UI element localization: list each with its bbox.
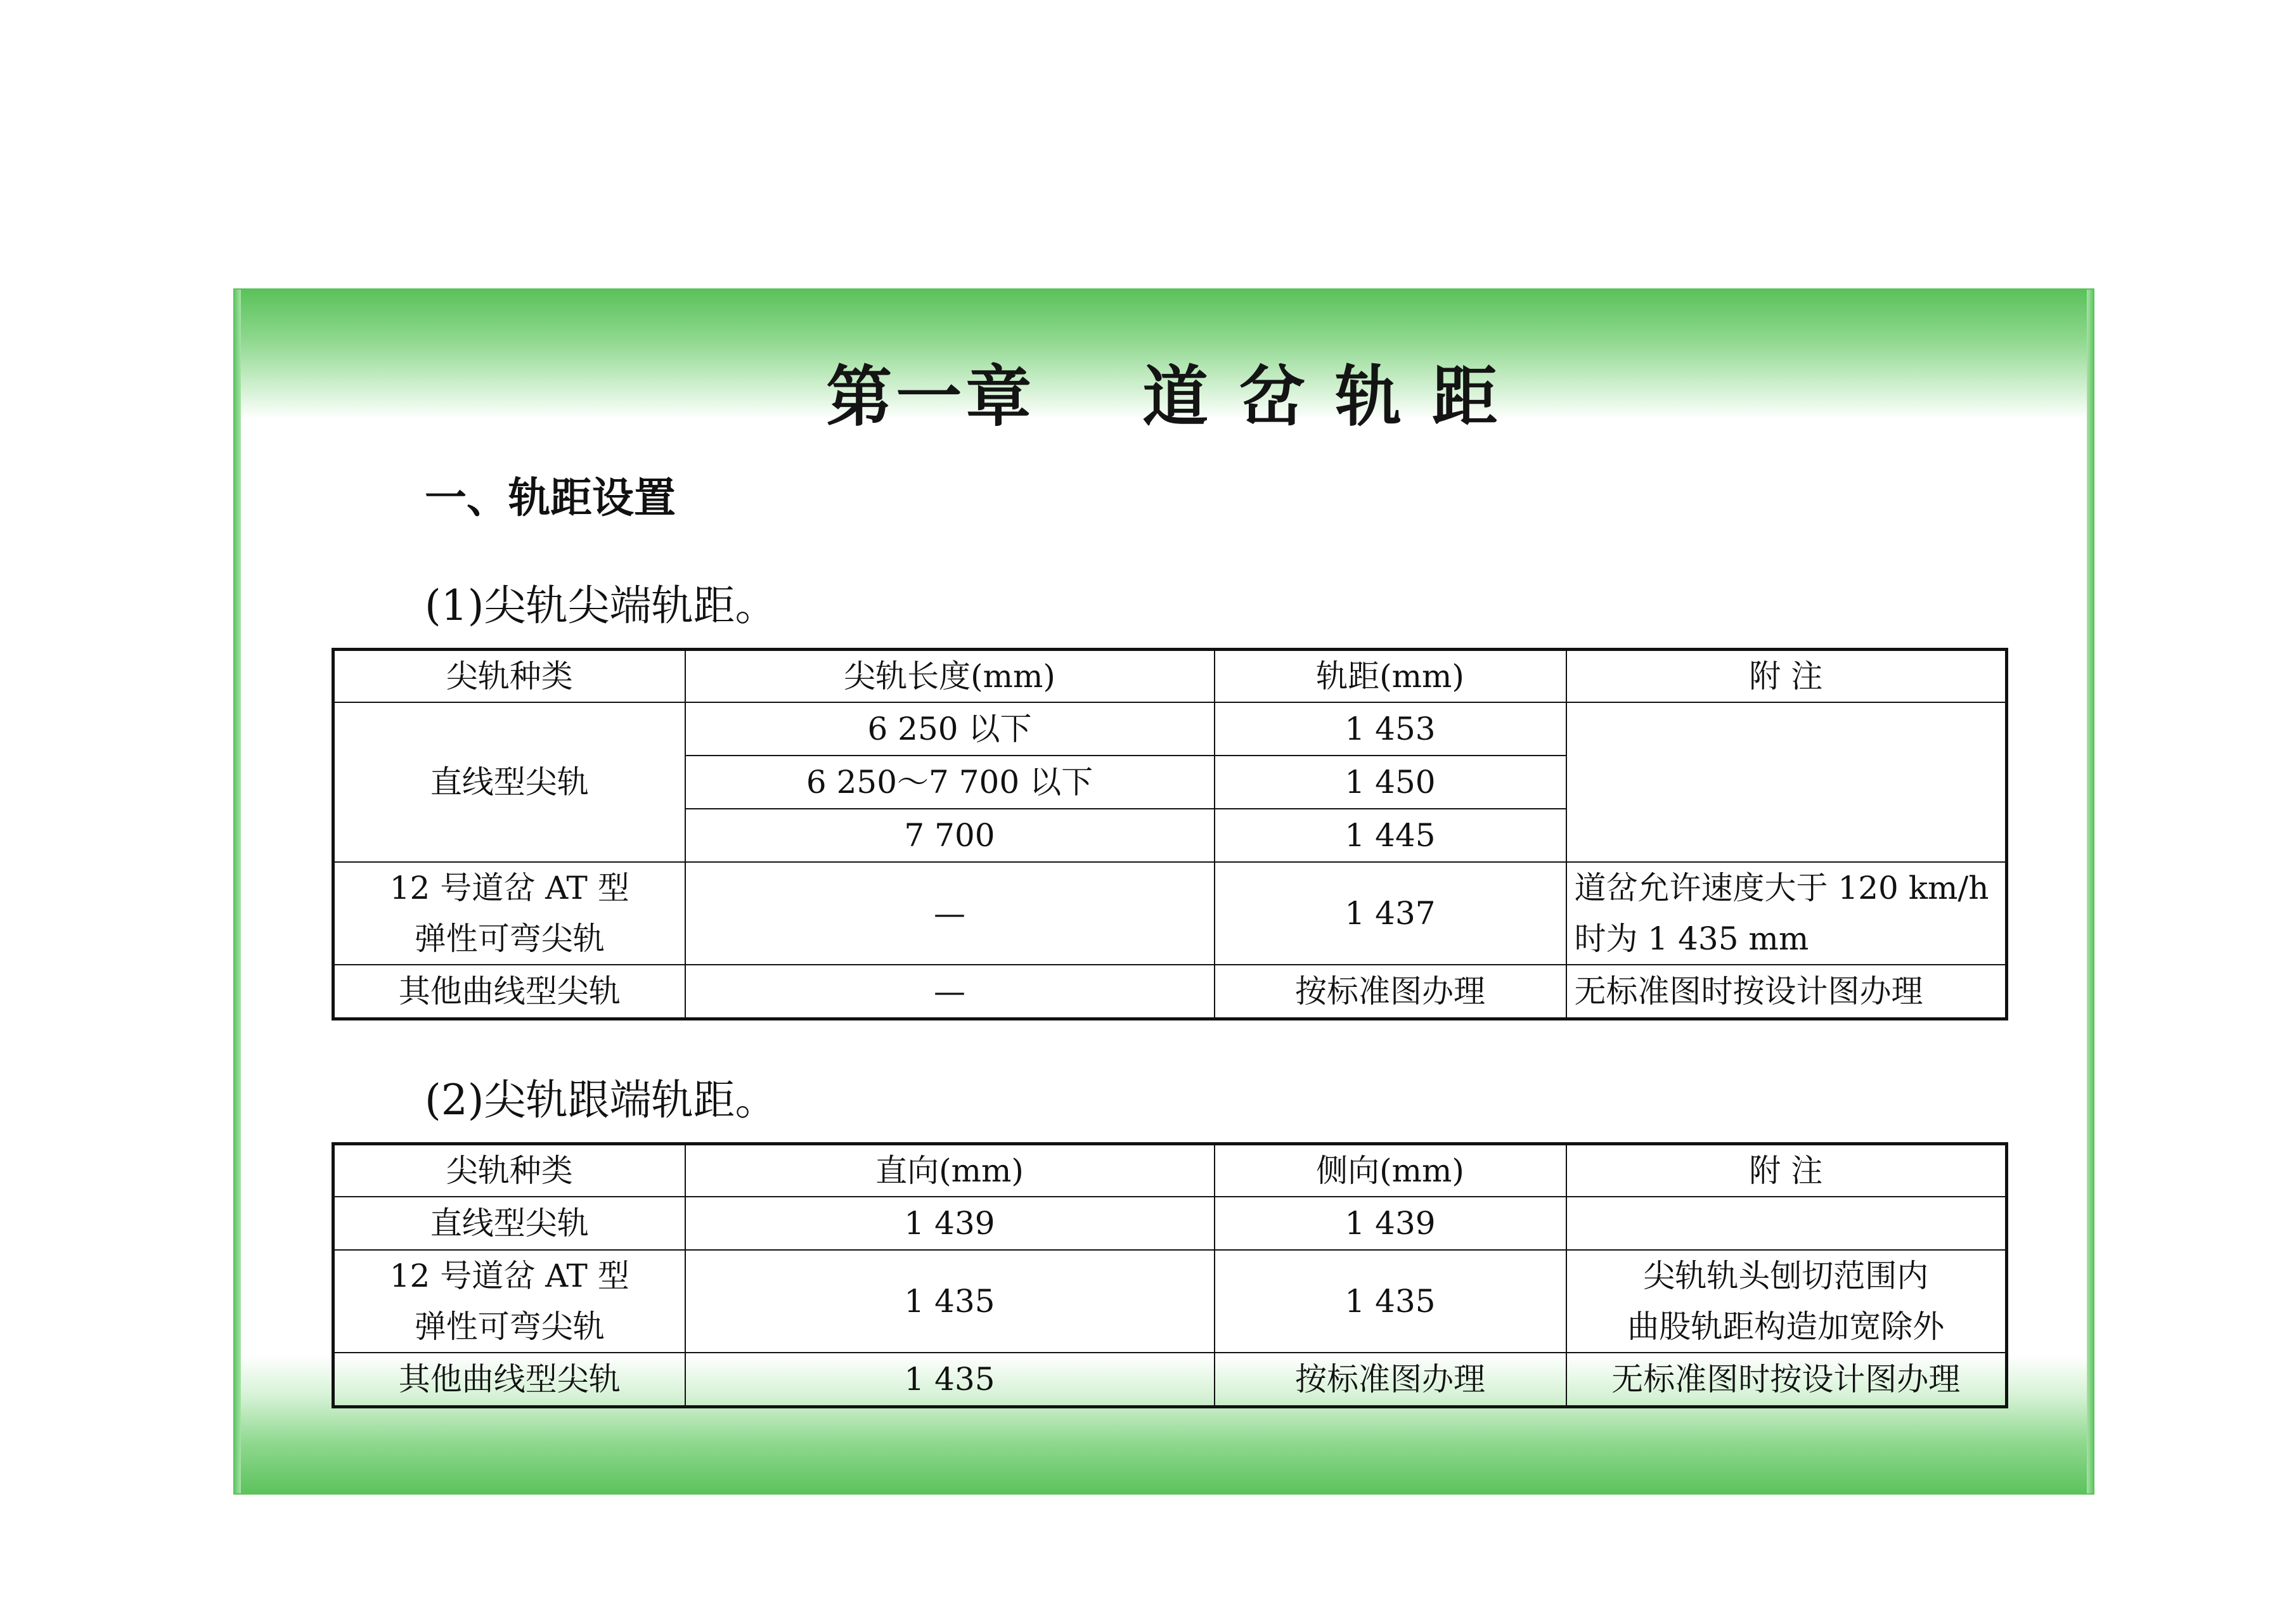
note-cell (1566, 1250, 2007, 1353)
note-line: 曲股轨距构造加宽除外 (1627, 1308, 1945, 1345)
table-row (333, 862, 2007, 965)
length-cell: 6 250～7 700 以下 (685, 756, 1215, 809)
note-cell (1566, 702, 2007, 862)
rail-type-line: 12 号道岔 AT 型 (389, 870, 629, 906)
switch-heel-gauge-table (332, 1142, 2008, 1408)
length-cell: 7 700 (685, 809, 1215, 862)
straight-gauge-cell: 1 439 (685, 1197, 1215, 1250)
header-cell: 轨距(mm) (1215, 650, 1566, 703)
gauge-cell: 1 445 (1215, 809, 1566, 862)
note-cell: 无标准图时按设计图办理 (1566, 1353, 2007, 1407)
switch-point-gauge-table (332, 648, 2008, 1020)
table1-caption: (1)尖轨尖端轨距。 (425, 581, 777, 630)
rail-type-cell (333, 862, 685, 965)
note-cell: 无标准图时按设计图办理 (1566, 965, 2007, 1019)
header-cell: 直向(mm) (685, 1144, 1215, 1197)
table-header-row (333, 1144, 2007, 1197)
frame-right-band (2087, 290, 2093, 1493)
straight-gauge-cell: 1 435 (685, 1353, 1215, 1407)
rail-type-cell: 直线型尖轨 (333, 702, 685, 862)
header-cell: 尖轨种类 (333, 1144, 685, 1197)
chapter-frame (233, 288, 2094, 1495)
note-cell (1566, 862, 2007, 965)
table2-caption: (2)尖轨跟端轨距。 (425, 1076, 777, 1124)
rail-type-cell: 其他曲线型尖轨 (333, 965, 685, 1019)
chapter-title: 第一章 道 岔 轨 距 (826, 358, 1502, 435)
header-cell: 尖轨种类 (333, 650, 685, 703)
rail-type-line: 12 号道岔 AT 型 (389, 1258, 629, 1294)
note-cell (1566, 1197, 2007, 1250)
straight-gauge-cell: 1 435 (685, 1250, 1215, 1353)
length-cell: — (685, 862, 1215, 965)
header-cell: 附 注 (1566, 1144, 2007, 1197)
side-gauge-cell: 按标准图办理 (1215, 1353, 1566, 1407)
table-row (333, 1197, 2007, 1250)
frame-left-band (235, 290, 241, 1493)
gauge-cell: 1 450 (1215, 756, 1566, 809)
length-cell: — (685, 965, 1215, 1019)
table-row (333, 1353, 2007, 1407)
rail-type-line: 弹性可弯尖轨 (414, 920, 605, 957)
gauge-cell: 1 453 (1215, 702, 1566, 756)
note-line: 道岔允许速度大于 120 km/h (1574, 870, 1989, 906)
table-header-row (333, 650, 2007, 703)
side-gauge-cell: 1 435 (1215, 1250, 1566, 1353)
header-cell: 附 注 (1566, 650, 2007, 703)
rail-type-cell: 其他曲线型尖轨 (333, 1353, 685, 1407)
table-row (333, 1250, 2007, 1353)
header-cell: 尖轨长度(mm) (685, 650, 1215, 703)
side-gauge-cell: 1 439 (1215, 1197, 1566, 1250)
gauge-cell: 按标准图办理 (1215, 965, 1566, 1019)
rail-type-line: 弹性可弯尖轨 (414, 1308, 605, 1345)
section-heading: 一、轨距设置 (425, 473, 676, 522)
table-row (333, 702, 2007, 756)
note-line: 时为 1 435 mm (1574, 920, 1809, 957)
rail-type-cell: 直线型尖轨 (333, 1197, 685, 1250)
table-row (333, 965, 2007, 1019)
length-cell: 6 250 以下 (685, 702, 1215, 756)
header-cell: 侧向(mm) (1215, 1144, 1566, 1197)
gauge-cell: 1 437 (1215, 862, 1566, 965)
rail-type-cell (333, 1250, 685, 1353)
note-line: 尖轨轨头刨切范围内 (1643, 1258, 1929, 1294)
